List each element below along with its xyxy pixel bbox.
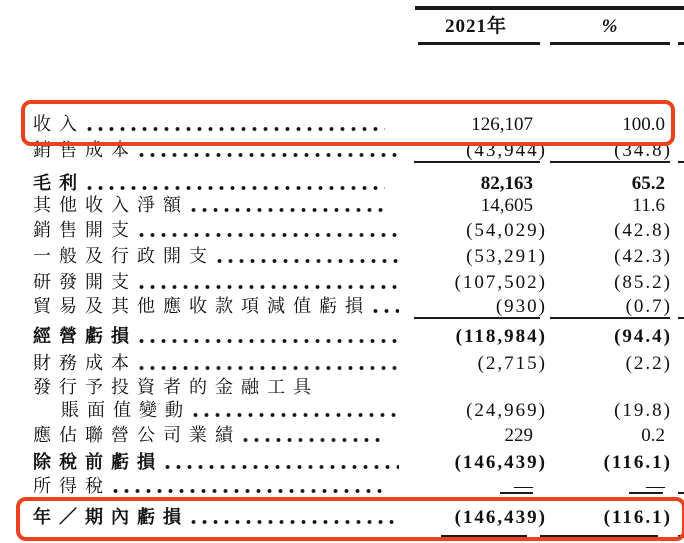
row-value-percent: (116.1) <box>603 452 672 473</box>
dot-leader <box>217 258 399 264</box>
dot-leader <box>193 412 399 418</box>
dot-leader <box>113 488 385 494</box>
row-value-2021: 82,163 <box>480 173 533 194</box>
table-row-rd-expenses <box>33 270 672 294</box>
dot-leader <box>139 338 399 344</box>
row-value-percent: (0.7) <box>625 296 672 317</box>
row-label: 其他收入淨額 <box>33 195 189 215</box>
row-value-2021: (118,984) <box>455 326 547 347</box>
table-top-rule <box>415 6 684 10</box>
row-value-2021: (146,439) <box>454 507 547 528</box>
row-value-percent: 11.6 <box>632 195 665 216</box>
row-value-2021: 229 <box>504 425 533 446</box>
row-value-percent: 65.2 <box>631 173 665 194</box>
dot-leader <box>87 126 385 132</box>
dot-leader <box>243 437 385 443</box>
table-row-carrying-value-change <box>33 398 672 422</box>
total-bottom-rule-year <box>441 535 527 538</box>
row-value-2021: (2,715) <box>477 353 547 374</box>
row-label: 所得稅 <box>33 476 111 496</box>
row-value-2021: (54,029) <box>466 220 547 241</box>
row-value-percent: (85.2) <box>614 272 672 293</box>
dot-leader <box>165 464 399 470</box>
row-value-2021: (43,944) <box>466 140 547 161</box>
row-value-2021: — <box>514 476 533 497</box>
column-header-percent: % <box>601 16 618 37</box>
row-value-2021: 126,107 <box>471 114 533 135</box>
row-label: 賬面值變動 <box>61 400 191 420</box>
row-label: 貿易及其他應收款項減值虧損 <box>33 296 371 316</box>
table-row-income-tax <box>33 474 672 498</box>
table-row-loss-before-tax <box>33 450 672 474</box>
header-underline-year <box>418 42 540 45</box>
row-label: 研發開支 <box>33 272 137 292</box>
row-label: 銷售開支 <box>33 220 137 240</box>
dot-leader <box>139 284 399 290</box>
cropped-column-rule-stub <box>678 535 684 538</box>
row-value-percent: (2.2) <box>625 353 672 374</box>
row-value-2021: (53,291) <box>466 246 547 267</box>
table-row-revenue <box>33 112 672 136</box>
row-value-percent: (34.8) <box>614 140 672 161</box>
dot-leader <box>191 207 385 213</box>
row-label: 年／期內虧損 <box>33 507 189 527</box>
row-value-percent: — <box>646 476 665 497</box>
row-value-2021: (107,502) <box>454 272 547 293</box>
row-value-2021: (24,969) <box>466 400 547 421</box>
dot-leader <box>139 365 399 371</box>
table-row-operating-loss <box>33 324 672 348</box>
row-label: 經營虧損 <box>33 326 137 346</box>
row-value-percent: (42.8) <box>614 220 672 241</box>
dot-leader <box>139 232 399 238</box>
row-label: 除稅前虧損 <box>33 452 163 472</box>
table-row-finance-costs <box>33 351 672 375</box>
row-label: 毛利 <box>33 173 85 193</box>
row-value-2021: 14,605 <box>480 195 533 216</box>
row-label: 收入 <box>33 114 85 134</box>
row-value-percent: (94.4) <box>614 326 672 347</box>
row-label: 一般及行政開支 <box>33 246 215 266</box>
cropped-column-rule-stub <box>678 317 684 319</box>
table-row-cost-of-sales <box>33 138 672 162</box>
dot-leader <box>373 308 399 314</box>
table-row-selling-expenses <box>33 218 672 242</box>
row-value-percent: (42.3) <box>614 246 672 267</box>
table-row-impairment-loss-receivables <box>33 294 672 318</box>
row-value-percent: (116.1) <box>603 507 672 528</box>
row-label: 銷售成本 <box>33 140 137 160</box>
table-row-share-of-associates <box>33 423 672 447</box>
row-value-percent: 100.0 <box>622 114 665 135</box>
row-label: 財務成本 <box>33 353 137 373</box>
row-value-percent: (19.8) <box>614 400 672 421</box>
row-value-2021: (930) <box>495 296 547 317</box>
column-header-year: 2021年 <box>444 16 507 37</box>
row-value-percent: 0.2 <box>641 425 665 446</box>
dot-leader <box>139 152 399 158</box>
table-row-gross-profit <box>33 171 672 195</box>
total-bottom-rule-percent <box>540 535 658 538</box>
table-row-general-admin-expenses <box>33 244 672 268</box>
dot-leader <box>191 519 399 525</box>
row-label: 應佔聯營公司業績 <box>33 425 241 445</box>
header-underline-percent <box>550 42 670 45</box>
cropped-column-rule-stub <box>678 42 684 45</box>
table-row-financial-instruments-line1 <box>33 375 672 399</box>
cropped-column-rule-stub <box>678 161 684 163</box>
cropped-column-rule-stub <box>678 492 684 494</box>
dot-leader <box>87 185 385 191</box>
table-row-other-income-net <box>33 193 672 217</box>
row-value-2021: (146,439) <box>454 452 547 473</box>
row-label: 發行予投資者的金融工具 <box>33 377 319 397</box>
table-row-loss-for-the-year <box>33 505 672 529</box>
